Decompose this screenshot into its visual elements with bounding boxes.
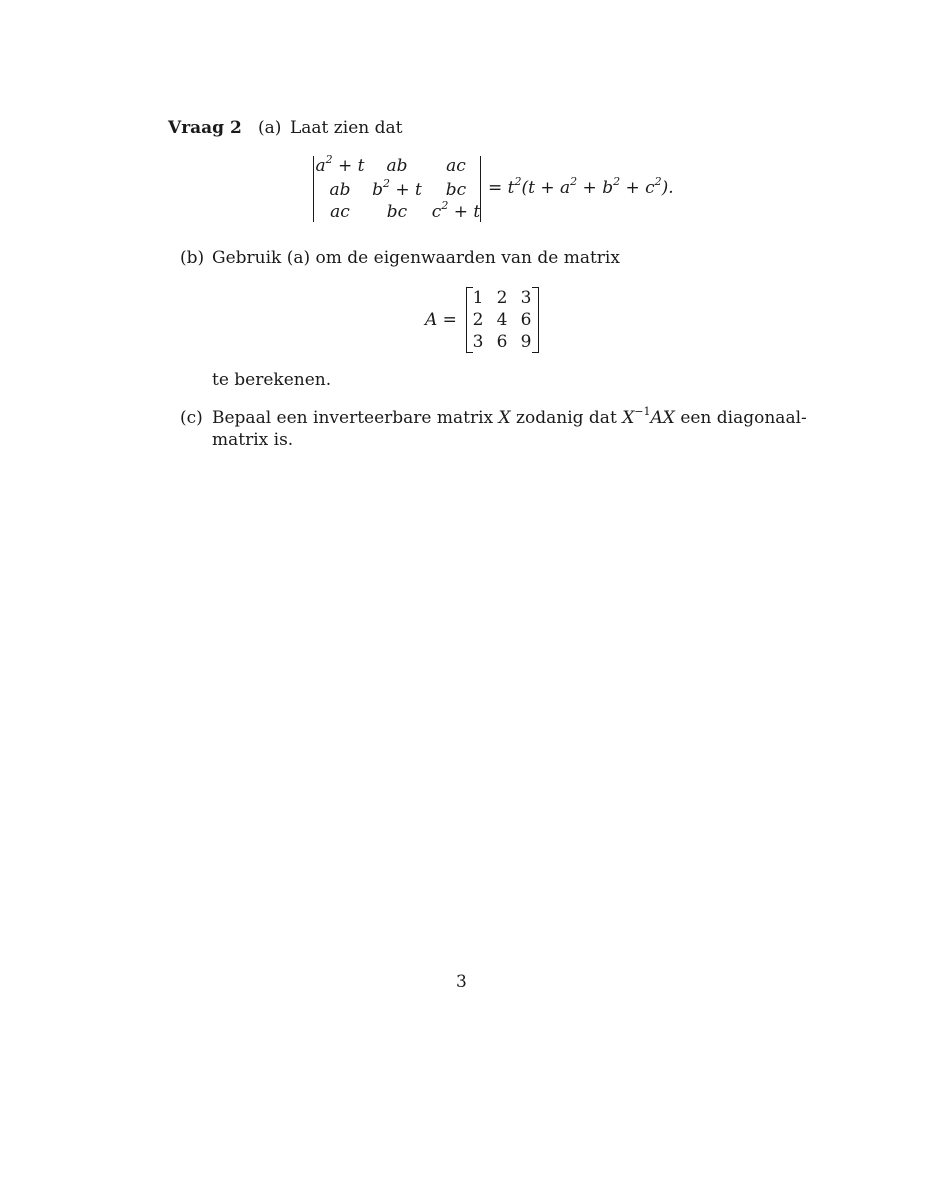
determinant-cell: $c^2 + t$: [431, 199, 481, 222]
determinant-rhs: = $t^2(t + a^2 + b^2 + c^2)$.: [488, 175, 674, 198]
part-b-label: (b): [180, 248, 205, 268]
determinant-cell: ab: [329, 180, 351, 200]
part-a-text: Laat zien dat: [290, 118, 403, 138]
matrix-cell: 6: [496, 332, 508, 352]
matrix-cell: 2: [496, 288, 508, 308]
matrix-cell: 3: [472, 332, 484, 352]
page-number: 3: [456, 972, 467, 992]
determinant-cell: ac: [446, 156, 466, 176]
determinant-cell: ac: [330, 202, 350, 222]
question-title: Vraag 2: [168, 118, 242, 138]
matrix-cell: 6: [520, 310, 532, 330]
matrix-cell: 2: [472, 310, 484, 330]
matrix-name: A =: [425, 310, 457, 330]
determinant-cell: ab: [386, 156, 408, 176]
determinant-cell: bc: [445, 180, 467, 200]
determinant-cell: $b^2 + t$: [372, 177, 422, 200]
determinant-cell: $a^2 + t$: [315, 153, 365, 176]
part-a-label: (a): [258, 118, 282, 138]
matrix-cell: 9: [520, 332, 532, 352]
part-b-text: Gebruik (a) om de eigenwaarden van de matrix: [212, 248, 620, 268]
matrix-cell: 3: [520, 288, 532, 308]
matrix-cell: 1: [472, 288, 484, 308]
matrix-cell: 4: [496, 310, 508, 330]
part-c-label: (c): [180, 408, 203, 428]
part-c-line1: Bepaal een inverteerbare matrix X zodanig dat $X^{-1}AX$ een diagonaal-: [212, 405, 807, 428]
determinant-cell: bc: [386, 202, 408, 222]
part-b-after: te berekenen.: [212, 370, 332, 390]
part-c-line2: matrix is.: [212, 430, 294, 450]
